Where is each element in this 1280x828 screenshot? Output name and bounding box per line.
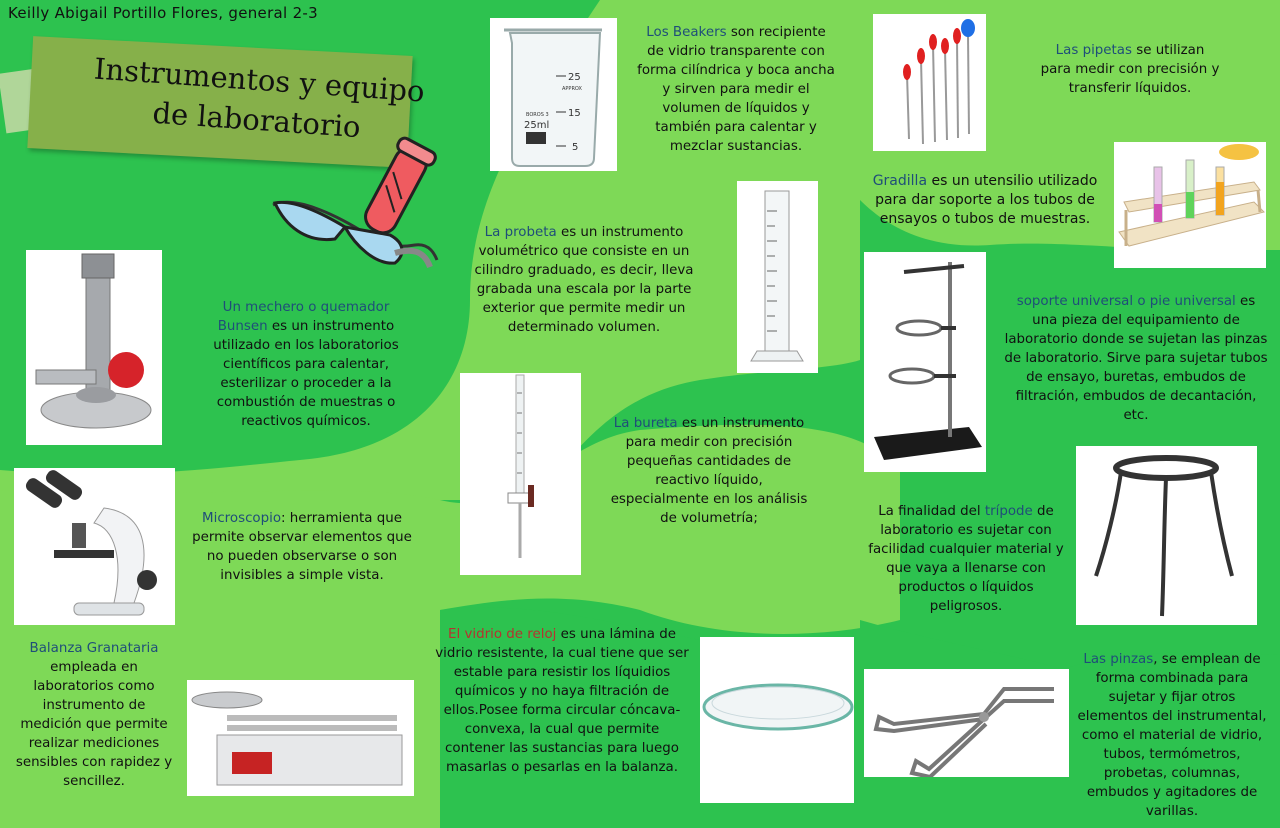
soporte-text: soporte universal o pie universal es una pieza del equipamiento de laboratorio donde se sujetan las pinzas de laboratorio. Sirve para sujetar tubos de ensayo, buretas, embudos de filtración, embudos de decantación, etc. [1004, 294, 1268, 423]
probeta-text: La probeta es un instrumento volumétrico que consiste en un cilindro graduado, es decir, lleva grabada una escala por la parte exterior que permite medir un determinado volumen. [474, 225, 694, 335]
pipetas-name: Las pipetas [1055, 43, 1132, 58]
microscopio-name: Microscopio [202, 511, 282, 526]
tripode-text: La finalidad del trípode de laboratorio es sujetar con facilidad cualquier material y que vaya a llenarse con productos o líquidos peligrosos. [868, 504, 1064, 614]
soporte-name: soporte universal o pie universal [1016, 294, 1236, 309]
mechero-name: Un mechero o quemador Bunsen [217, 300, 390, 334]
pipetas-text: Las pipetas se utilizan para medir con precisión y transferir líquidos. [1040, 43, 1220, 96]
author-name: Keilly Abigail Portillo Flores, general 2-3 [8, 4, 318, 22]
beaker-mark-5: 5 [572, 142, 579, 153]
beakers-text: Los Beakers son recipiente de vidrio transparente con forma cilíndrica y boca ancha y sirven para medir el volumen de líquidos y también para calentar y mezclar sustancias. [637, 25, 835, 154]
tongs-image [864, 669, 1069, 777]
mechero-text: Un mechero o quemador Bunsen es un instrumento utilizado en los laboratorios científicos para calentar, esterilizar o proceder a la combustión de muestras o reactivos químicos. [213, 300, 399, 429]
burette-image [460, 373, 581, 575]
beaker-mark-approx: APPROX [562, 86, 582, 92]
ring-stand-image [864, 252, 986, 472]
graduated-cylinder-image [737, 181, 818, 373]
balanza-name: Balanza Granataria [29, 641, 159, 656]
tripod-image [1076, 446, 1257, 625]
bunsen-burner-image [26, 250, 162, 445]
beaker-mark-boros: BOROS 3 [526, 112, 549, 118]
bureta-text: La bureta es un instrumento para medir con precisión pequeñas cantidades de reactivo líquido, especialmente en los análisis de volumetría; [610, 416, 808, 526]
vidrio-name: El vidrio de reloj [448, 627, 557, 642]
pinzas-name: Las pinzas [1083, 652, 1154, 667]
bureta-name: La bureta [613, 416, 678, 431]
test-tube-rack-image [1114, 142, 1266, 268]
goggles-and-test-tube-icon [265, 135, 445, 275]
triple-beam-balance-image [187, 680, 414, 796]
microscope-image [14, 468, 175, 625]
beaker-mark-15: 15 [568, 108, 581, 119]
beaker-mark-25: 25 [568, 72, 581, 83]
beaker-image [490, 18, 617, 171]
pinzas-text: Las pinzas, se emplean de forma combinada para sujetar y fijar otros elementos del instrumental, como el material de vidrio, tubos, termómetros, probetas, columnas, embudos y agitadores de varillas. [1077, 652, 1267, 819]
tripode-name: trípode [984, 504, 1033, 519]
probeta-name: La probeta [484, 225, 557, 240]
beakers-name: Los Beakers [646, 25, 727, 40]
balanza-text: Balanza Granataria empleada en laboratorios como instrumento de medición que permite realizar mediciones sensibles con rapidez y sencillez. [15, 641, 173, 789]
gradilla-text: Gradilla es un utensilio utilizado para dar soporte a los tubos de ensayos o tubos de muestras. [872, 173, 1098, 227]
watch-glass-image [700, 637, 854, 803]
microscopio-text: Microscopio: herramienta que permite observar elementos que no pueden observarse o son invisibles a simple vista. [192, 511, 412, 583]
pipettes-image [873, 14, 986, 151]
beaker-mark-25ml: 25ml [524, 120, 550, 131]
gradilla-name: Gradilla [872, 173, 928, 189]
page-title: Instrumentos y equipo de laboratorio [93, 51, 426, 145]
vidrio-text: El vidrio de reloj es una lámina de vidrio resistente, la cual tiene que ser estable para resistir los líquidios químicos y no haya filtración de ellos.Posee forma circular cóncava-convexa, la cual que permite contener las sustancias para luego masarlas o pesarlas en la balanza. [435, 627, 689, 775]
